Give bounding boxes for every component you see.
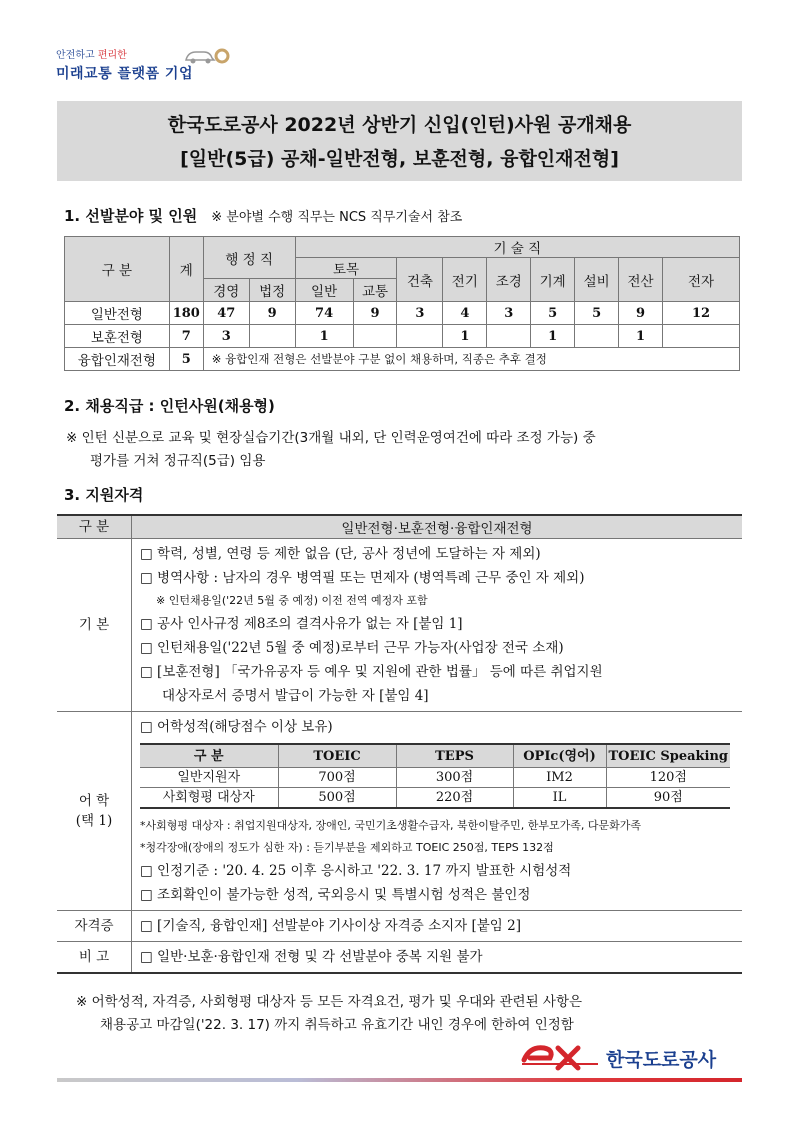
brand-name: 한국도로공사 (606, 1049, 717, 1071)
th-score: TOEIC (278, 744, 396, 768)
cell-value: 180 (169, 302, 203, 325)
cell-value: 700점 (278, 768, 396, 788)
language-note: *청각장애(장애의 정도가 심한 자) : 듣기부분을 제외하고 TOEIC 250점, TEPS 132점 (140, 841, 554, 854)
qualification-table (57, 514, 742, 974)
selection-table (64, 236, 740, 371)
row-label: 보훈전형 (65, 325, 170, 348)
section1-heading: 1. 선발분야 및 인원 ※ 분야별 수행 직무는 NCS 직무기술서 참조 (64, 207, 463, 225)
table-row (140, 768, 730, 788)
cell-value: IM2 (513, 768, 606, 788)
list-item: □ [보훈전형] 「국가유공자 등 예우 및 지원에 관한 법률」 등에 따른 취업지원 (140, 664, 603, 680)
list-item: □ 인턴채용일('22년 5월 중 예정)로부터 근무 가능자(사업장 전국 소재) (140, 640, 564, 656)
cell-value: 47 (203, 302, 249, 325)
th-score: 구 분 (140, 744, 278, 768)
table-row (140, 788, 730, 809)
th-gubun: 구 분 (65, 237, 170, 302)
section2-note-line1: ※ 인턴 신분으로 교육 및 현장실습기간(3개월 내외, 단 인력운영여건에 따라 조정 가능) 중 (66, 430, 596, 446)
row-note: ※ 융합인재 전형은 선발분야 구분 없이 채용하며, 직종은 추후 결정 (203, 348, 739, 371)
remark-content: □ 일반·보훈·융합인재 전형 및 각 선발분야 중복 지원 불가 (132, 942, 743, 974)
section2-note-line2: 평가를 거쳐 정규직(5급) 임용 (90, 453, 266, 469)
footer-note-line2: 채용공고 마감일('22. 3. 17) 까지 취득하고 유효기간 내인 경우에 한하여 인정함 (100, 1017, 574, 1033)
th-tech-sub: 조경 (487, 258, 531, 302)
ex-logo-icon (520, 1042, 602, 1072)
cell-value: 1 (619, 325, 663, 348)
footer-note-line1: ※ 어학성적, 자격증, 사회형평 대상자 등 모든 자격요건, 평가 및 우대와 관련된 사항은 (76, 994, 583, 1010)
page-title-line2: [일반(5급) 공채-일반전형, 보훈전형, 융합인재전형] (180, 148, 619, 170)
list-item: □ 조회확인이 불가능한 성적, 국외응시 및 특별시험 성적은 불인정 (140, 887, 531, 903)
title-box (57, 101, 742, 181)
label-remark: 비 고 (57, 942, 132, 974)
page-title-line1: 한국도로공사 2022년 상반기 신입(인턴)사원 공개채용 (167, 114, 632, 136)
th-score: OPIc(영어) (513, 744, 606, 768)
th-tech-sub: 건축 (397, 258, 443, 302)
cell-value: 1 (295, 325, 353, 348)
th-total: 계 (169, 237, 203, 302)
cell-value: 220점 (396, 788, 513, 809)
cell-value: 일반지원자 (140, 768, 278, 788)
table-row (65, 302, 740, 325)
label-language-sub: (택 1) (75, 813, 113, 829)
language-note: *사회형평 대상자 : 취업지원대상자, 장애인, 국민기초생활수급자, 북한이탈주민, 한부모가족, 다문화가족 (140, 819, 641, 832)
list-item: □ 병역사항 : 남자의 경우 병역필 또는 면제자 (병역특례 근무 중인 자 제외) (140, 570, 585, 586)
row-label: 융합인재전형 (65, 348, 170, 371)
bottom-divider (57, 1078, 742, 1082)
cell-value: IL (513, 788, 606, 809)
th-gubun: 구 분 (57, 515, 132, 539)
cell-value (575, 325, 619, 348)
cell-value: 4 (443, 302, 487, 325)
basic-content (132, 539, 743, 712)
list-item: □ 학력, 성별, 연령 등 제한 없음 (단, 공사 정년에 도달하는 자 제외) (140, 546, 541, 562)
list-item: □ 공사 인사규정 제8조의 결격사유가 없는 자 [붙임 1] (140, 616, 463, 632)
th-admin-sub: 법정 (249, 279, 295, 302)
cell-value: 사회형평 대상자 (140, 788, 278, 809)
cell-value: 120점 (606, 768, 730, 788)
logo-tagline: 안전하고 편리한 (56, 50, 127, 61)
label-language-main: 어 학 (78, 793, 110, 809)
footer-note (76, 991, 742, 1037)
th-civil-sub: 교통 (353, 279, 397, 302)
cell-value: 1 (531, 325, 575, 348)
cell-value: 5 (575, 302, 619, 325)
cert-content: □ [기술직, 융합인재] 선발분야 기사이상 자격증 소지자 [붙임 2] (132, 911, 743, 942)
cell-value: 7 (169, 325, 203, 348)
section2-note (66, 427, 742, 473)
th-score: TEPS (396, 744, 513, 768)
cell-value: 90점 (606, 788, 730, 809)
th-tech-sub: 기계 (531, 258, 575, 302)
list-item-cont: 대상자로서 증명서 발급이 가능한 자 [붙임 4] (162, 688, 429, 704)
cell-value: 300점 (396, 768, 513, 788)
th-tech-sub: 전자 (663, 258, 740, 302)
th-civil: 토목 (295, 258, 397, 279)
label-language (57, 712, 132, 911)
cell-value (663, 325, 740, 348)
language-content (132, 712, 743, 911)
th-tech: 기 술 직 (295, 237, 739, 258)
brand-logo (520, 1039, 740, 1075)
cell-value: 500점 (278, 788, 396, 809)
label-cert: 자격증 (57, 911, 132, 942)
cell-value: 9 (353, 302, 397, 325)
cell-value: 12 (663, 302, 740, 325)
cell-value: 9 (249, 302, 295, 325)
th-civil-sub: 일반 (295, 279, 353, 302)
list-item-note: ※ 인턴채용일('22년 5월 중 예정) 이전 전역 예정자 포함 (156, 594, 428, 607)
cell-value (353, 325, 397, 348)
th-tech-sub: 전산 (619, 258, 663, 302)
cell-value (397, 325, 443, 348)
section1-note: ※ 분야별 수행 직무는 NCS 직무기술서 참조 (211, 210, 463, 225)
cell-value: 3 (203, 325, 249, 348)
row-language (57, 712, 742, 911)
label-basic: 기 본 (57, 539, 132, 712)
row-cert (57, 911, 742, 942)
section2-heading: 2. 채용직급 : 인턴사원(채용형) (64, 397, 275, 415)
logo-main-text: 미래교통 플랫폼 기업 (56, 66, 193, 82)
cell-value: 5 (169, 348, 203, 371)
cell-value: 1 (443, 325, 487, 348)
cell-value: 3 (397, 302, 443, 325)
cell-value: 5 (531, 302, 575, 325)
th-admin: 행 정 직 (203, 237, 295, 279)
th-score: TOEIC Speaking (606, 744, 730, 768)
language-score-table (140, 743, 730, 809)
th-content: 일반전형·보훈전형·융합인재전형 (132, 515, 743, 539)
table-row (65, 348, 740, 371)
table-row (65, 325, 740, 348)
top-logo (56, 46, 256, 90)
th-admin-sub: 경영 (203, 279, 249, 302)
section3-heading: 3. 지원자격 (64, 486, 144, 504)
logo-car-icon (184, 46, 230, 66)
cell-value (249, 325, 295, 348)
cell-value: 9 (619, 302, 663, 325)
cell-value: 74 (295, 302, 353, 325)
row-label: 일반전형 (65, 302, 170, 325)
cell-value (487, 325, 531, 348)
list-item: □ 인정기준 : '20. 4. 25 이후 응시하고 '22. 3. 17 까지 발표한 시험성적 (140, 863, 572, 879)
row-remark (57, 942, 742, 974)
list-item: □ 어학성적(해당점수 이상 보유) (140, 719, 333, 735)
row-basic (57, 539, 742, 712)
cell-value: 3 (487, 302, 531, 325)
th-tech-sub: 전기 (443, 258, 487, 302)
th-tech-sub: 설비 (575, 258, 619, 302)
